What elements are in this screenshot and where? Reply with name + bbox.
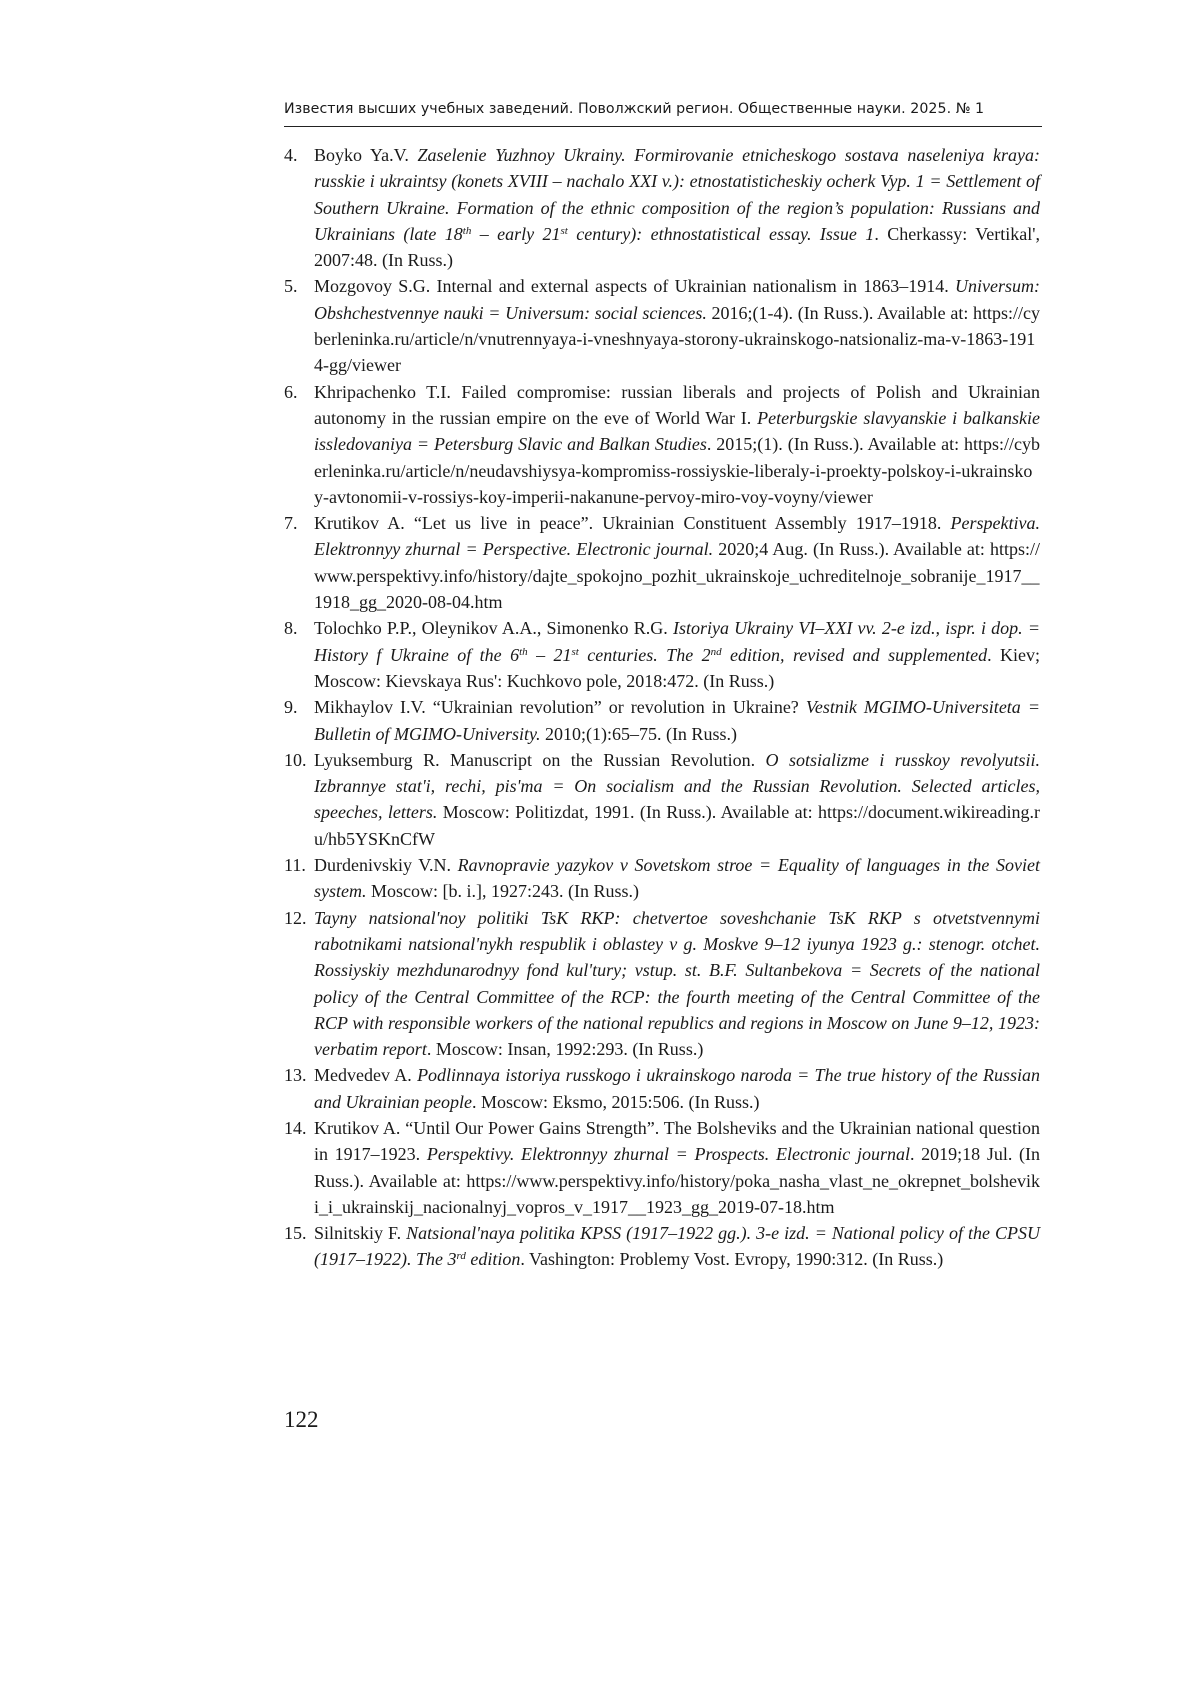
reference-segment: Khripachenko T.I. Failed compromise: russian liberals and projects of Polish and Ukrainian autonomy in the russian empire on the eve of World War I. [314,381,1040,428]
reference-item [284,905,1040,1063]
reference-segment: . Kiev; Moscow: Kievskaya Rus': Kuchkovo pole, 2018:472. (In Russ.) [314,644,1040,691]
reference-item [284,1115,1040,1220]
reference-text [314,513,1040,612]
reference-title: Vestnik MGIMO-Universiteta = Bulletin of MGIMO-University. [314,697,1040,744]
reference-item [284,694,1040,747]
reference-number: 14. [284,1117,307,1138]
reference-segment: Moscow: [b. i.], 1927:243. (In Russ.) [366,881,639,902]
reference-title: Perspektiva. Elektronnyy zhurnal = Perspective. Electronic journal. [314,513,1040,560]
reference-text [314,145,1040,270]
reference-title: edition, revised and supplemented [721,644,988,665]
reference-item [284,379,1040,510]
reference-number: 15. [284,1223,307,1244]
reference-url: https://document.wikireading.ru/hb5YSKnCfW [314,802,1040,849]
reference-url: https://www.perspektivy.info/history/poka_nasha_vlast_ne_okrepnet_bolsheviki_i_ukrainskij_nacionalnyj_vopros_v_1917__1923_gg_2019-07-18.htm [314,1170,1040,1217]
reference-text [314,1223,1040,1269]
reference-title: Tayny natsional'noy politiki TsK RKP: chetvertoe soveshchanie TsK RKP s otvetstvennymi rabotnikami natsional'nykh respublik i oblastey v g. Moskve 9–12 iyunya 1923 g.: stenogr. otchet. Rossiyskiy mezhdunarodnyy fond kul'tury; vstup. st. B.F. Sultanbekova = Secrets of the national policy of the Central Committee of the RCP: the fourth meeting of the Central Committee of the RCP with responsible workers of the national republics and regions in Moscow on June 9–12, 1923: verbatim report [314,907,1040,1060]
header-rule [284,126,1042,127]
superscript-wrapper [457,1250,466,1262]
reference-segment: . 2015;(1). (In Russ.). Available at: [706,434,964,455]
reference-segment: Moscow: Politizdat, 1991. (In Russ.). Available at: [437,802,819,823]
reference-text [314,382,1040,507]
reference-number: 13. [284,1065,307,1086]
reference-title: Universum: Obshchestvennye nauki = Universum: social sciences. [314,276,1040,323]
reference-title: century): ethnostatistical essay. Issue 1 [567,223,875,244]
reference-url: https://cyberleninka.ru/article/n/neudavshiysya-kompromiss-rossiyskie-liberaly-i-proekty-polskoy-i-ukrainskoy-avtonomii-v-rossiys-koy-imperii-nakanune-pervoy-miro-voy-voyny/viewer [314,434,1040,507]
reference-segment: . Moscow: Insan, 1992:293. (In Russ.) [426,1039,704,1060]
reference-segment: Mikhaylov I.V. “Ukrainian revolution” or revolution in Ukraine? [314,697,806,718]
reference-number: 10. [284,749,307,770]
reference-segment: Boyko Ya.V. [314,145,418,165]
reference-segment: Medvedev A. [314,1065,418,1086]
reference-number: 11. [284,855,306,876]
reference-item [284,273,1040,378]
reference-title: Zaselenie Yuzhnoy Ukrainy. Formirovanie etnicheskogo sostava naseleniya kraya: russkie i ukraintsy (konets XVIII – nachalo XXI v.): etnostatisticheskiy ocherk Vyp. 1 = Settlement of Southern Ukraine. Formation of the ethnic composition of the region’s population: Russians and Ukrainians (late 18 [314,145,1041,244]
reference-segment: . Moscow: Eksmo, 2015:506. (In Russ.) [471,1091,760,1112]
reference-number: 12. [284,907,307,928]
reference-number: 7. [284,513,298,534]
reference-segment: 2010;(1):65–75. (In Russ.) [540,723,737,744]
reference-segment: Krutikov A. “Until Our Power Gains Strength”. The Bolsheviks and the Ukrainian national question in 1917–1923. [314,1117,1040,1165]
superscript: th [519,645,528,658]
superscript: th [462,224,472,237]
reference-segment: Mozgovoy S.G. Internal and external aspects of Ukrainian nationalism in 1863–1914. [314,276,956,297]
superscript-wrapper [561,225,568,237]
reference-text [314,750,1040,849]
reference-title: – 21 [527,644,572,665]
reference-text [314,1065,1040,1111]
reference-number: 8. [284,618,298,639]
reference-title: Podlinnaya istoriya russkogo i ukrainskogo naroda = The true history of the Russian and Ukrainian people [314,1065,1040,1112]
reference-title: Istoriya Ukrainy VI–XXI vv. 2-e izd., ispr. i dop. = History f Ukraine of the 6 [314,618,1041,665]
reference-title: O sotsializme i russkoy revolyutsii. Izbrannye stat'i, rechi, pis'ma = On socialism and the Russian Revolution. Selected articles, speeches, letters. [314,749,1040,823]
reference-segment: Krutikov A. “Let us live in peace”. Ukrainian Constituent Assembly 1917–1918. [314,513,951,534]
reference-number: 4. [284,145,298,165]
superscript: rd [456,1250,466,1263]
reference-segment: 2020;4 Aug. (In Russ.). Available at: [713,539,990,560]
reference-url: https://www.perspektivy.info/history/dajte_spokojno_pozhit_ukrainskoje_uchreditelnoje_sobranije_1917__1918_gg_2020-08-04.htm [314,539,1040,613]
reference-segment: Silnitskiy F. [314,1223,407,1244]
reference-item [284,1220,1040,1273]
reference-text [314,276,1040,375]
reference-number: 5. [284,276,298,297]
superscript: st [560,224,568,237]
reference-title: Natsional'naya politika KPSS (1917–1922 gg.). 3-e izd. = National policy of the CPSU (1917–1922). The 3 [314,1223,1040,1270]
reference-text [314,697,1040,743]
reference-item [284,1062,1040,1115]
reference-item [284,615,1040,694]
reference-segment: . Cherkassy: Vertikal', 2007:48. (In Russ.) [314,223,1040,271]
reference-title: Peterburgskie slavyanskie i balkanskie issledovaniya = Petersburg Slavic and Balkan Studies [314,407,1040,455]
reference-item [284,852,1040,905]
reference-text [314,1118,1040,1217]
reference-title: – early 21 [471,223,561,244]
reference-list [284,142,1040,1273]
reference-number: 9. [284,697,298,718]
reference-segment: Lyuksemburg R. Manuscript on the Russian Revolution. [314,749,766,770]
reference-title: Ravnopravie yazykov v Sovetskom stroe = Equality of languages in the Soviet system. [314,855,1040,902]
reference-number: 6. [284,381,298,402]
superscript-wrapper [519,646,528,658]
reference-segment: Tolochko P.P., Oleynikov A.A., Simonenko R.G. [314,618,673,639]
reference-segment: Durdenivskiy V.N. [314,855,458,876]
superscript: nd [710,645,722,658]
reference-text [314,618,1040,691]
journal-running-header: Известия высших учебных заведений. Поволжский регион. Общественные науки. 2025. № 1 [284,101,985,117]
reference-segment: 2016;(1-4). (In Russ.). Available at: [706,302,973,323]
reference-title: edition [465,1249,521,1270]
reference-item [284,747,1040,852]
superscript-wrapper [572,646,579,658]
reference-segment: . Vashington: Problemy Vost. Evropy, 1990:312. (In Russ.) [520,1249,944,1270]
reference-item [284,510,1040,615]
reference-title: centuries. The 2 [578,644,711,665]
superscript-wrapper [711,646,722,658]
reference-text [314,908,1040,1059]
reference-item [284,142,1040,273]
page-number: 122 [284,1407,319,1432]
reference-title: Perspektivy. Elektronnyy zhurnal = Prospects. Electronic journal [426,1144,910,1165]
superscript: st [571,645,579,658]
reference-segment: . 2019;18 Jul. (In Russ.). Available at: [314,1144,1040,1191]
reference-url: https://cyberleninka.ru/article/n/vnutrennyaya-i-vneshnyaya-storony-ukrainskogo-natsionaliz-ma-v-1863-1914-gg/viewer [314,302,1040,376]
reference-text [314,855,1040,901]
